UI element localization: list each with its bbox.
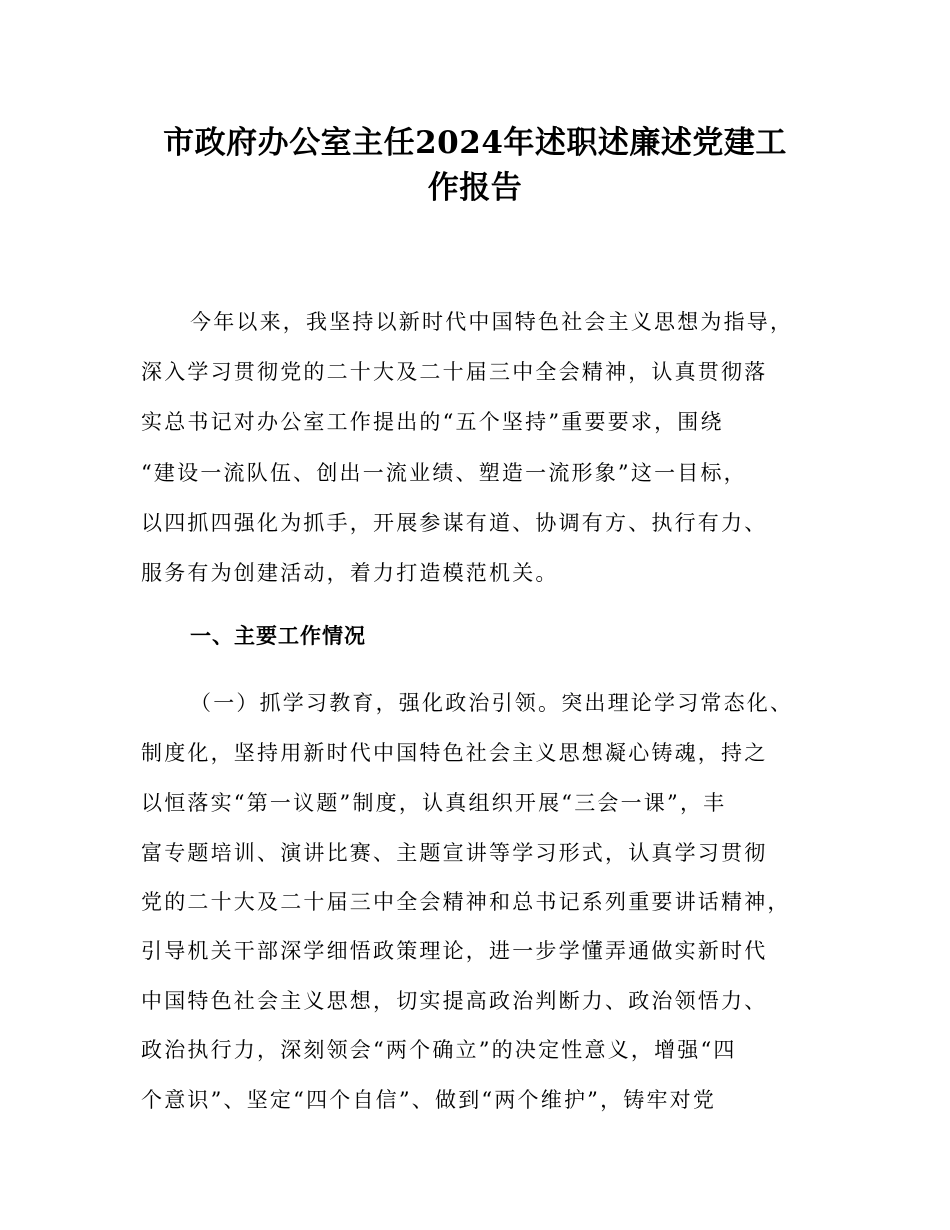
document-title-line-1: 市政府办公室主任2024年述职述廉述党建工 [163,125,787,161]
intro-paragraph-line: 今年以来，我坚持以新时代中国特色社会主义思想为指导， [190,310,794,334]
section-paragraph-line: 制度化，坚持用新时代中国特色社会主义思想凝心铸魂，持之 [141,741,768,765]
section-heading: 一、主要工作情况 [190,624,366,648]
section-paragraph-line: （一）抓学习教育，强化政治引领。突出理论学习常态化、 [190,691,794,715]
intro-paragraph-line: “建设一流队伍、创出一流业绩、塑造一流形象”这一目标， [141,461,747,485]
intro-paragraph-line: 以四抓四强化为抓手，开展参谋有道、协调有方、执行有力、 [141,511,768,535]
intro-paragraph-line: 服务有为创建活动，着力打造模范机关。 [141,561,559,585]
intro-paragraph-line: 实总书记对办公室工作提出的“五个坚持”重要要求，围绕 [141,410,724,434]
section-paragraph-line: 富专题培训、演讲比赛、主题宣讲等学习形式，认真学习贯彻 [141,841,768,865]
section-paragraph-line: 政治执行力，深刻领会“两个确立”的决定性意义，增强“四 [141,1038,737,1062]
section-paragraph-line: 中国特色社会主义思想，切实提高政治判断力、政治领悟力、 [141,989,768,1013]
section-paragraph-line: 党的二十大及二十届三中全会精神和总书记系列重要讲话精神， [141,890,791,914]
section-paragraph-line: 引导机关干部深学细悟政策理论，进一步学懂弄通做实新时代 [141,939,768,963]
intro-paragraph-line: 深入学习贯彻党的二十大及二十届三中全会精神，认真贯彻落 [141,360,768,384]
section-paragraph-line: 个意识”、坚定“四个自信”、做到“两个维护”，铸牢对党 [141,1088,717,1112]
document-title-line-2: 作报告 [427,170,523,206]
section-paragraph-line: 以恒落实“第一议题”制度，认真组织开展“三会一课”，丰 [141,791,727,815]
